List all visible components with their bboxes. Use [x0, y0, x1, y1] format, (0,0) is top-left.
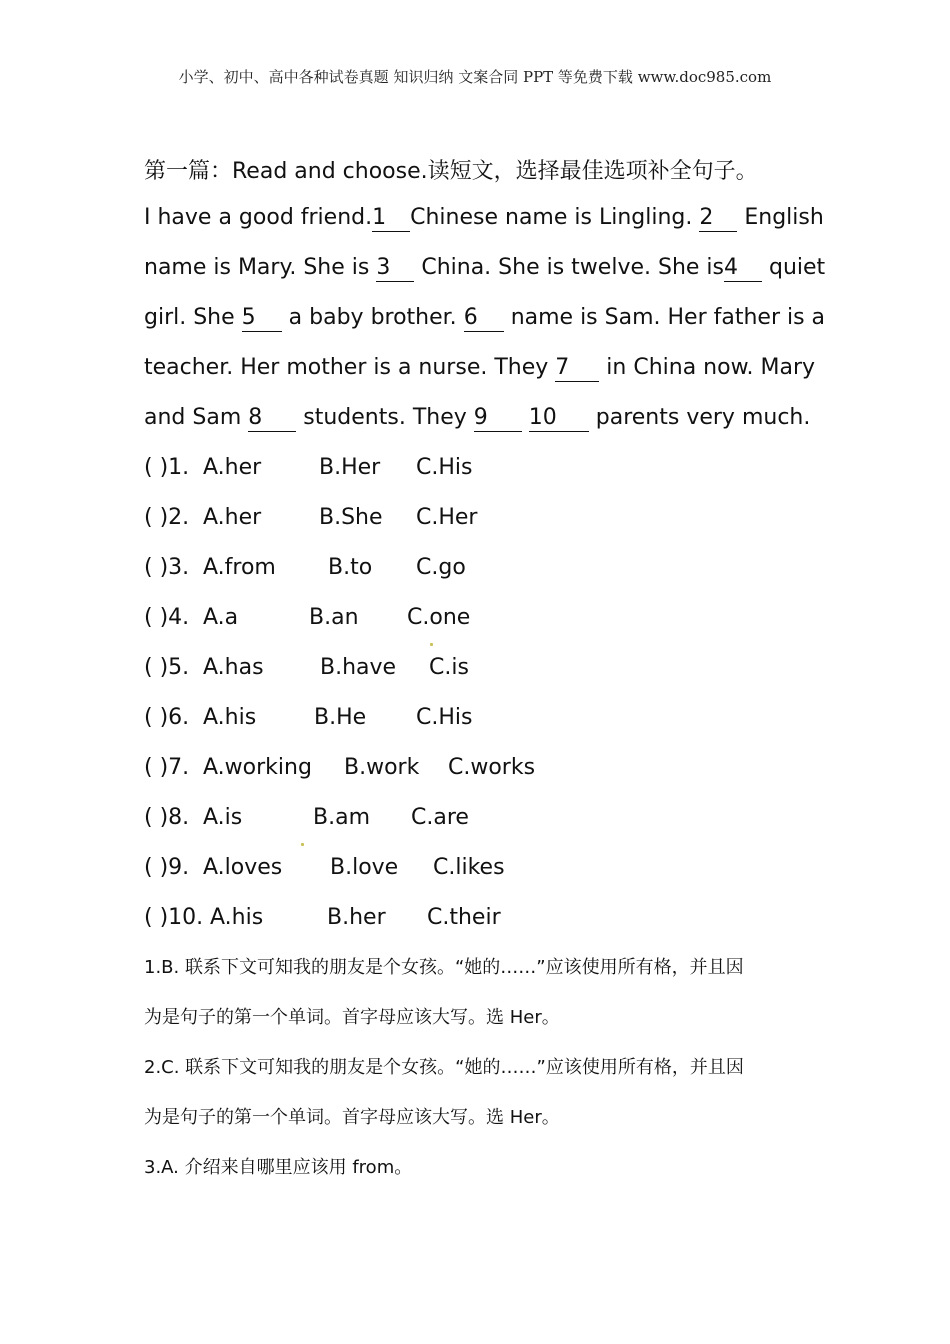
question-5: ( )5. A.has B.have C.is [144, 643, 806, 693]
blank-8: 8 [248, 405, 296, 432]
passage-line-2: name is Mary. She is 3 China. She is twelve. She is4 quiet [144, 255, 826, 280]
blank-1: 1 [372, 205, 410, 232]
answer-line-2: 为是句子的第一个单词。首字母应该大写。选 Her。 [144, 1007, 560, 1028]
page-header: 小学、初中、高中各种试卷真题 知识归纳 文案合同 PPT 等免费下载 www.doc985.com [178, 68, 772, 86]
question-9: ( )9. A.loves B.love C.likes [144, 843, 806, 893]
question-7: ( )7. A.working B.work C.works [144, 755, 536, 780]
blank-7: 7 [555, 355, 599, 382]
worksheet [144, 151, 826, 1193]
answer-line-3: 2.C. 联系下文可知我的朋友是个女孩。“她的……”应该使用所有格，并且因 [144, 1057, 744, 1078]
question-6: ( )6. A.his B.He C.His [144, 705, 473, 730]
question-10: ( )10. A.his B.her C.their [144, 905, 501, 930]
passage-line-4: teacher. Her mother is a nurse. They 7 in China now. Mary [144, 355, 816, 380]
blank-10: 10 [529, 405, 589, 432]
answer-line-1: 1.B. 联系下文可知我的朋友是个女孩。“她的……”应该使用所有格，并且因 [144, 957, 744, 978]
passage-line-5: and Sam 8 students. They 9 10 parents very much. [144, 405, 811, 430]
question-8: ( )8. A.is B.am C.are [144, 805, 469, 830]
question-1: ( )1. A.her B.Her C.His [144, 455, 473, 480]
answer-line-4: 为是句子的第一个单词。首字母应该大写。选 Her。 [144, 1107, 560, 1128]
passage-line-3: girl. She 5 a baby brother. 6 name is Sam. Her father is a [144, 305, 826, 330]
blank-9: 9 [474, 405, 522, 432]
blank-2: 2 [699, 205, 737, 232]
question-2: ( )2. A.her B.She C.Her [144, 505, 478, 530]
blank-4: 4 [724, 255, 762, 282]
answer-line-5: 3.A. 介绍来自哪里应该用 from。 [144, 1157, 413, 1178]
section-title: 第一篇：Read and choose.读短文，选择最佳选项补全句子。 [144, 159, 758, 184]
blank-3: 3 [376, 255, 414, 282]
blank-5: 5 [242, 305, 282, 332]
passage-line-1: I have a good friend.1 Chinese name is Lingling. 2 English [144, 205, 824, 230]
question-3: ( )3. A.from B.to C.go [144, 555, 466, 580]
question-4: ( )4. A.a B.an C.one [144, 605, 471, 630]
blank-6: 6 [464, 305, 504, 332]
